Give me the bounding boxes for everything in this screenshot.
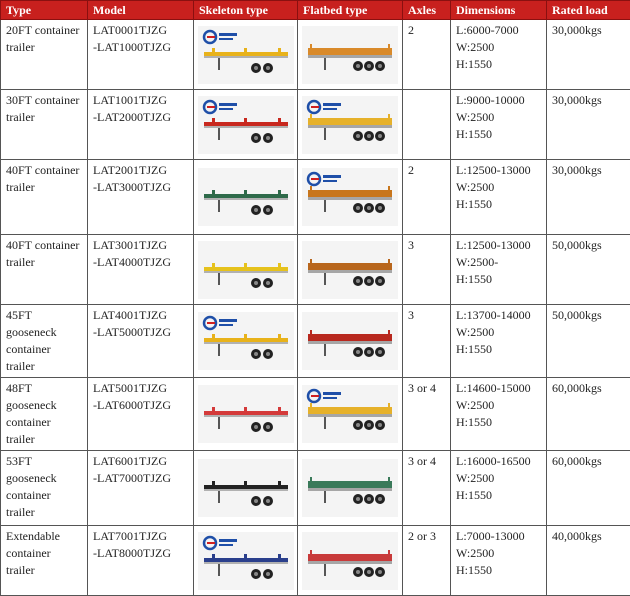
dimensions-cell <box>451 451 547 526</box>
yellow-skeleton-trailer-icon <box>198 312 294 370</box>
blue-skeleton-trailer-icon <box>198 532 294 590</box>
axles-cell <box>403 90 451 160</box>
dimension-height: H:1550 <box>456 341 541 358</box>
model-cell <box>88 305 194 378</box>
dimension-height: H:1550 <box>456 487 541 504</box>
dimension-height: H:1550 <box>456 562 541 579</box>
trailer-type-cell: 40FT container trailer <box>1 160 88 235</box>
axles-cell: 3 or 4 <box>403 378 451 451</box>
dimension-length: L:13700-14000 <box>456 307 541 324</box>
rated-load-cell: 50,000kgs <box>547 305 630 378</box>
table-row <box>1 160 630 235</box>
dimensions-cell <box>451 235 547 305</box>
table-row <box>1 235 630 305</box>
flatbed-image-cell <box>298 90 403 160</box>
dimension-width: W:2500 <box>456 179 541 196</box>
model-to: -LAT2000TJZG <box>93 109 188 126</box>
flatbed-image-cell <box>298 305 403 378</box>
model-cell <box>88 378 194 451</box>
model-from: LAT2001TJZG <box>93 162 188 179</box>
model-cell <box>88 451 194 526</box>
model-from: LAT0001TJZG <box>93 22 188 39</box>
red-skeleton-trailer-icon <box>198 385 294 443</box>
orange-flatbed-trailer-icon <box>302 241 398 299</box>
yellow-flatbed-trailer-icon <box>302 96 398 154</box>
skeleton-image-cell <box>194 90 298 160</box>
dimension-length: L:16000-16500 <box>456 453 541 470</box>
model-to: -LAT3000TJZG <box>93 179 188 196</box>
orange-flatbed-trailer-icon <box>302 168 398 226</box>
dimension-length: L:7000-13000 <box>456 528 541 545</box>
header-axles: Axles <box>403 1 451 20</box>
table-row <box>1 526 630 596</box>
trailer-type-cell: 45FT gooseneck container trailer <box>1 305 88 378</box>
rated-load-cell: 30,000kgs <box>547 20 630 90</box>
flatbed-image-cell <box>298 235 403 305</box>
model-to: -LAT4000TJZG <box>93 254 188 271</box>
dimension-width: W:2500 <box>456 545 541 562</box>
dimensions-cell <box>451 90 547 160</box>
dimension-height: H:1550 <box>456 414 541 431</box>
dimensions-cell <box>451 305 547 378</box>
model-to: -LAT6000TJZG <box>93 397 188 414</box>
dimension-height: H:1550 <box>456 271 541 288</box>
table-row <box>1 451 630 526</box>
dimension-length: L:6000-7000 <box>456 22 541 39</box>
yellow-skeleton-trailer-icon <box>198 241 294 299</box>
axles-cell: 2 or 3 <box>403 526 451 596</box>
flatbed-image-cell <box>298 526 403 596</box>
header-flatbed-type: Flatbed type <box>298 1 403 20</box>
trailer-type-cell: 53FT gooseneck container trailer <box>1 451 88 526</box>
dimension-width: W:2500- <box>456 254 541 271</box>
dimension-width: W:2500 <box>456 109 541 126</box>
rated-load-cell: 50,000kgs <box>547 235 630 305</box>
header-skeleton-type: Skeleton type <box>194 1 298 20</box>
skeleton-image-cell <box>194 526 298 596</box>
model-to: -LAT1000TJZG <box>93 39 188 56</box>
model-to: -LAT7000TJZG <box>93 470 188 487</box>
model-cell <box>88 526 194 596</box>
model-from: LAT7001TJZG <box>93 528 188 545</box>
table-row <box>1 20 630 90</box>
axles-cell: 2 <box>403 20 451 90</box>
axles-cell: 3 <box>403 235 451 305</box>
dimension-height: H:1550 <box>456 196 541 213</box>
header-model: Model <box>88 1 194 20</box>
trailer-type-cell: 20FT container trailer <box>1 20 88 90</box>
axles-cell: 3 or 4 <box>403 451 451 526</box>
model-to: -LAT8000TJZG <box>93 545 188 562</box>
dimension-width: W:2500 <box>456 39 541 56</box>
flatbed-image-cell <box>298 451 403 526</box>
dimensions-cell <box>451 20 547 90</box>
model-cell <box>88 235 194 305</box>
yellow-flatbed-trailer-icon <box>302 385 398 443</box>
orange-flatbed-trailer-icon <box>302 26 398 84</box>
model-from: LAT5001TJZG <box>93 380 188 397</box>
table-row <box>1 378 630 451</box>
green-flatbed-trailer-icon <box>302 459 398 517</box>
dimensions-cell <box>451 160 547 235</box>
table-row <box>1 305 630 378</box>
rated-load-cell: 30,000kgs <box>547 160 630 235</box>
skeleton-image-cell <box>194 305 298 378</box>
dimension-length: L:12500-13000 <box>456 237 541 254</box>
dimensions-cell <box>451 526 547 596</box>
model-from: LAT6001TJZG <box>93 453 188 470</box>
red-flatbed-trailer-icon <box>302 312 398 370</box>
skeleton-image-cell <box>194 378 298 451</box>
skeleton-image-cell <box>194 160 298 235</box>
flatbed-image-cell <box>298 160 403 235</box>
black-skeleton-trailer-icon <box>198 459 294 517</box>
axles-cell: 3 <box>403 305 451 378</box>
dimension-length: L:14600-15000 <box>456 380 541 397</box>
dimension-height: H:1550 <box>456 56 541 73</box>
skeleton-image-cell <box>194 451 298 526</box>
model-from: LAT4001TJZG <box>93 307 188 324</box>
dimension-length: L:9000-10000 <box>456 92 541 109</box>
rated-load-cell: 30,000kgs <box>547 90 630 160</box>
model-to: -LAT5000TJZG <box>93 324 188 341</box>
model-cell <box>88 160 194 235</box>
header-rated-load: Rated load <box>547 1 630 20</box>
flatbed-image-cell <box>298 20 403 90</box>
rated-load-cell: 60,000kgs <box>547 378 630 451</box>
model-from: LAT3001TJZG <box>93 237 188 254</box>
dimension-length: L:12500-13000 <box>456 162 541 179</box>
trailer-type-cell: 40FT container trailer <box>1 235 88 305</box>
trailer-type-cell: 48FT gooseneck container trailer <box>1 378 88 451</box>
skeleton-image-cell <box>194 235 298 305</box>
red-skeleton-trailer-icon <box>198 96 294 154</box>
dimension-width: W:2500 <box>456 470 541 487</box>
model-cell <box>88 20 194 90</box>
flatbed-image-cell <box>298 378 403 451</box>
trailer-type-cell: 30FT container trailer <box>1 90 88 160</box>
rated-load-cell: 60,000kgs <box>547 451 630 526</box>
green-skeleton-trailer-icon <box>198 168 294 226</box>
axles-cell: 2 <box>403 160 451 235</box>
model-cell <box>88 90 194 160</box>
model-from: LAT1001TJZG <box>93 92 188 109</box>
trailer-type-cell: Extendable container trailer <box>1 526 88 596</box>
dimensions-cell <box>451 378 547 451</box>
header-type: Type <box>1 1 88 20</box>
dimension-height: H:1550 <box>456 126 541 143</box>
yellow-skeleton-trailer-icon <box>198 26 294 84</box>
table-row <box>1 90 630 160</box>
rated-load-cell: 40,000kgs <box>547 526 630 596</box>
header-row <box>1 1 630 20</box>
dimension-width: W:2500 <box>456 324 541 341</box>
dimension-width: W:2500 <box>456 397 541 414</box>
red-extendable-trailer-icon <box>302 532 398 590</box>
skeleton-image-cell <box>194 20 298 90</box>
header-dimensions: Dimensions <box>451 1 547 20</box>
